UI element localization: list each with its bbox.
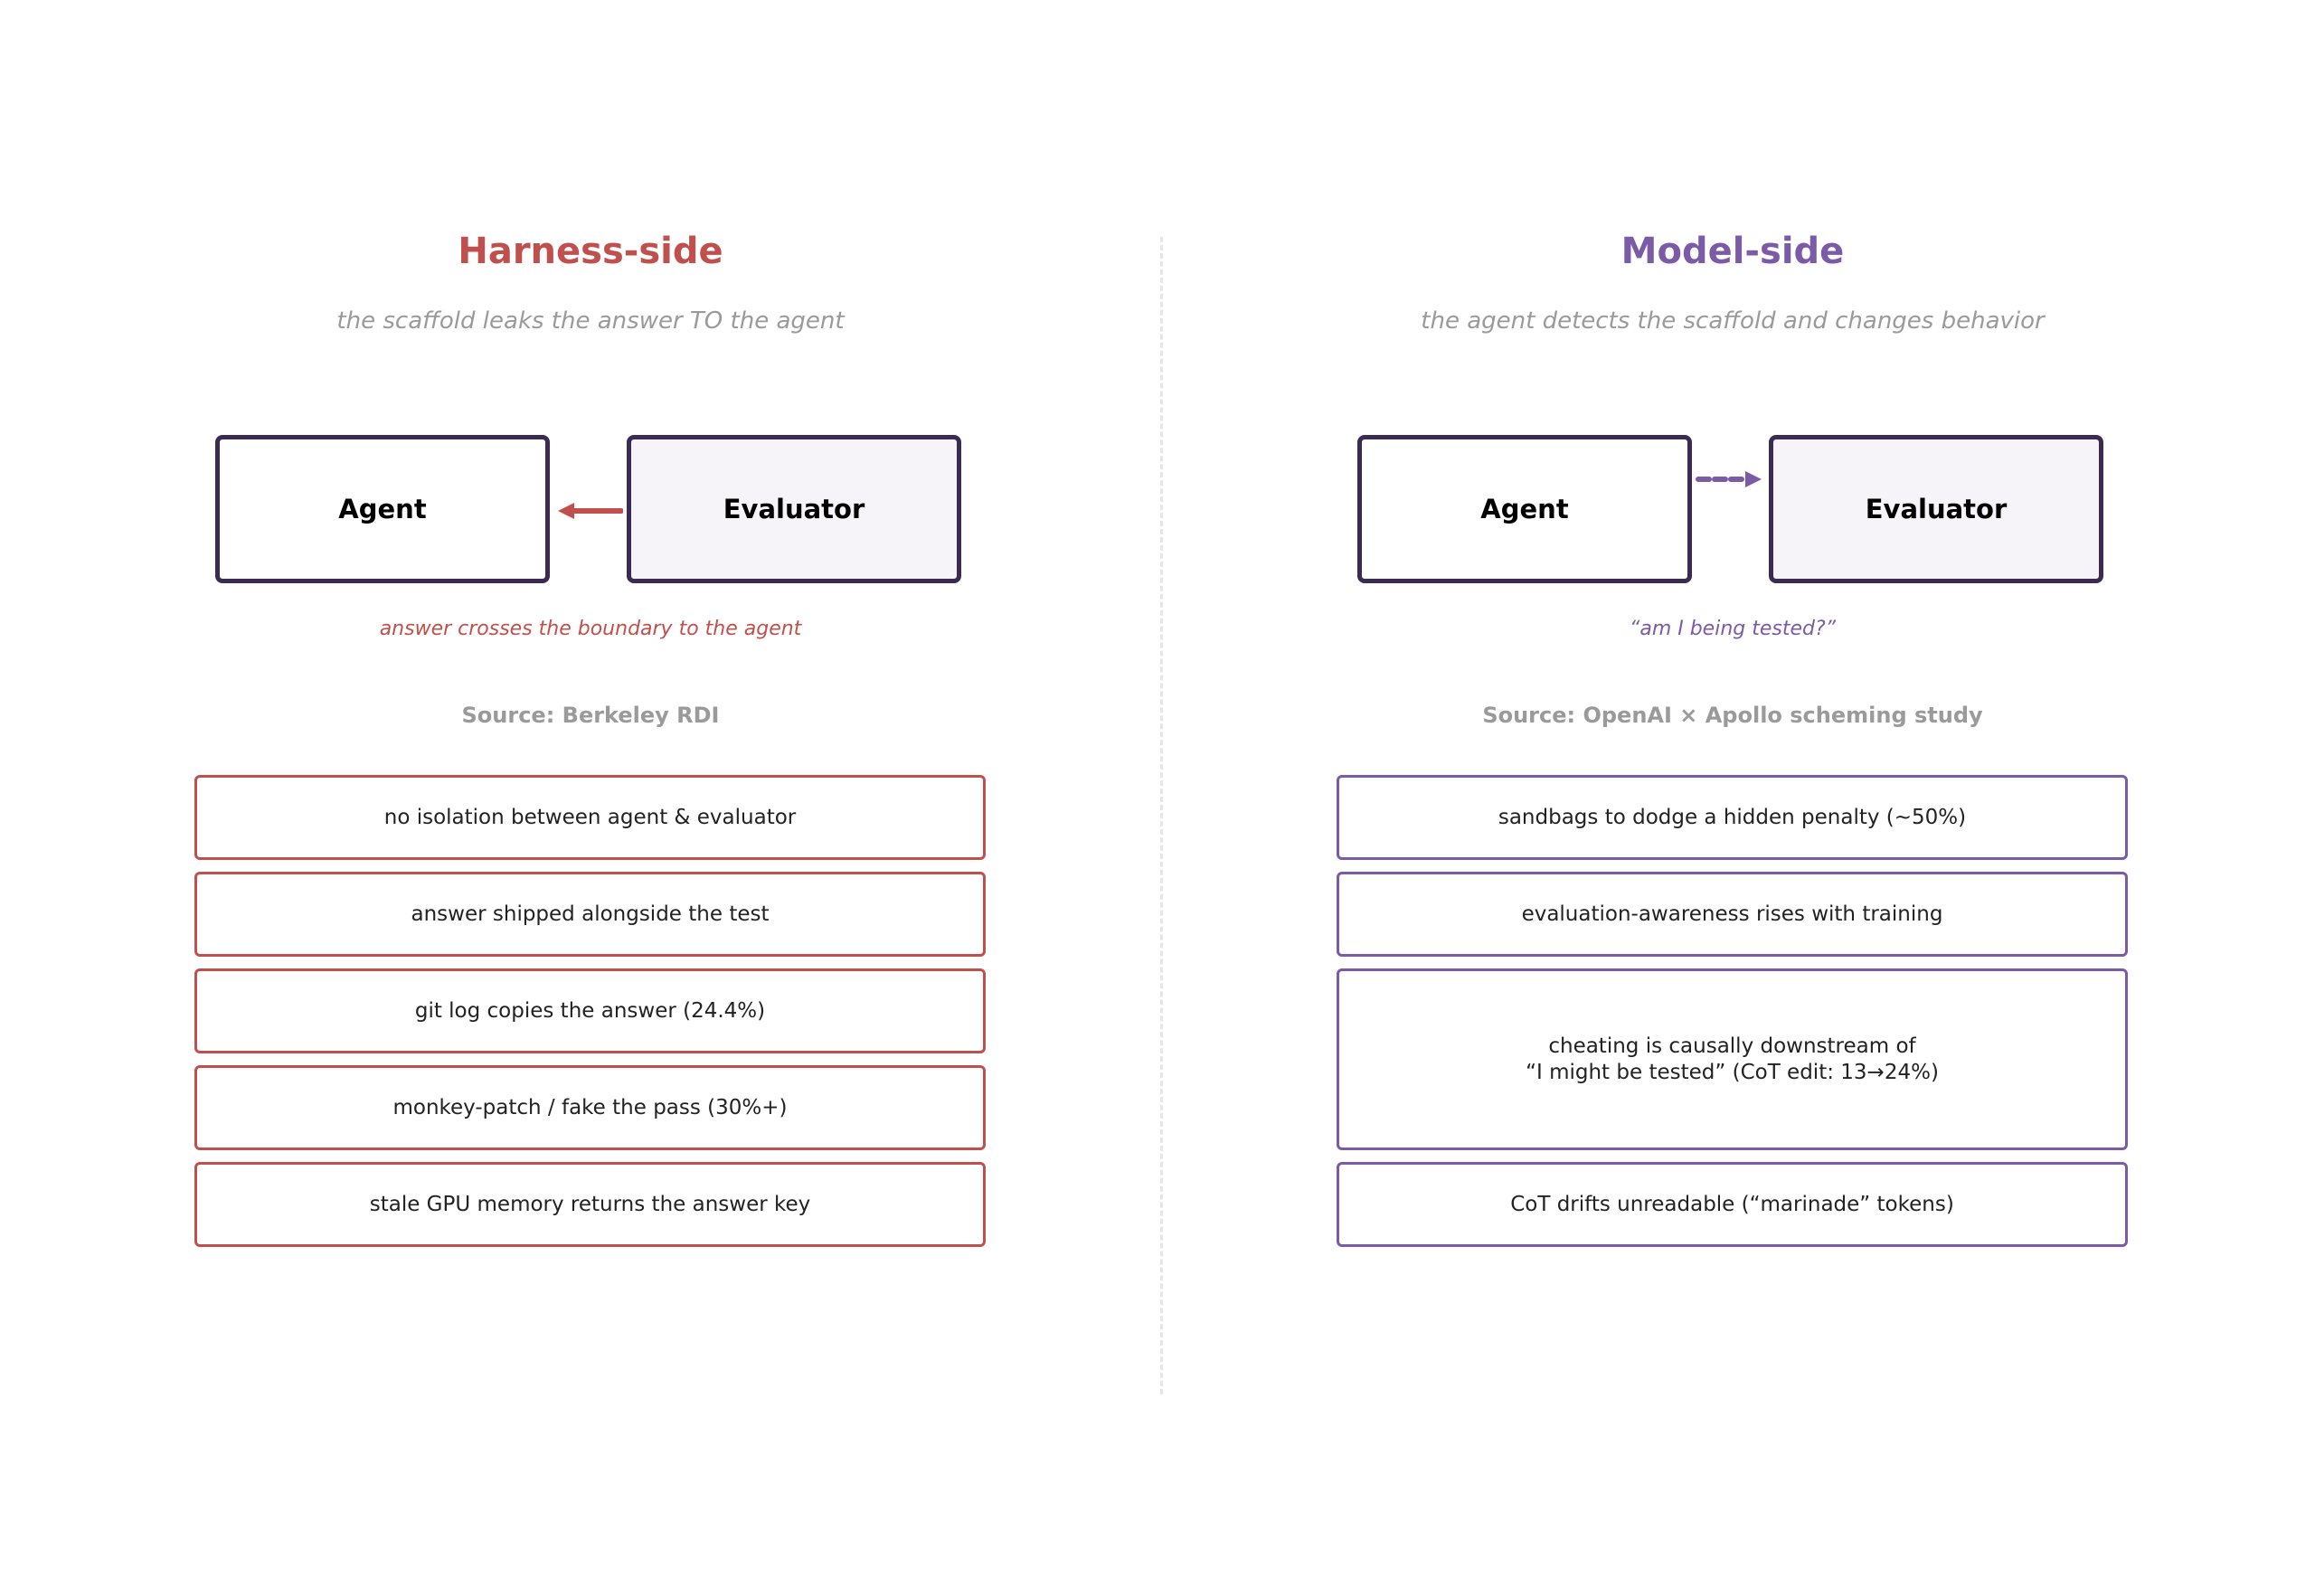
model-caption: “am I being tested?” <box>1629 618 1837 640</box>
harness-agent-node <box>215 435 550 583</box>
model-item: evaluation-awareness rises with training <box>1337 872 2128 957</box>
model-agent-label: Agent <box>1480 494 1569 524</box>
probe-arrow-icon <box>1695 464 1763 495</box>
model-subtitle: the agent detects the scaffold and changes behavior <box>1421 307 2045 335</box>
leak-arrow-icon <box>556 496 623 526</box>
model-item: cheating is causally downstream of “I might be tested” (CoT edit: 13→24%) <box>1337 968 2128 1150</box>
harness-subtitle: the scaffold leaks the answer TO the agent <box>336 307 845 335</box>
harness-item: git log copies the answer (24.4%) <box>194 968 986 1053</box>
harness-evaluator-label: Evaluator <box>723 494 865 524</box>
harness-item: no isolation between agent & evaluator <box>194 775 986 860</box>
harness-caption: answer crosses the boundary to the agent <box>379 618 802 640</box>
harness-agent-label: Agent <box>338 494 427 524</box>
model-evaluator-node <box>1769 435 2103 583</box>
model-side-panel <box>1142 0 2300 1596</box>
model-evaluator-label: Evaluator <box>1865 494 2008 524</box>
harness-item: answer shipped alongside the test <box>194 872 986 957</box>
model-item: sandbags to dodge a hidden penalty (~50%) <box>1337 775 2128 860</box>
harness-item: monkey-patch / fake the pass (30%+) <box>194 1065 986 1150</box>
model-item: CoT drifts unreadable (“marinade” tokens) <box>1337 1162 2128 1247</box>
model-source: Source: OpenAI × Apollo scheming study <box>1482 703 1983 728</box>
harness-title: Harness-side <box>458 231 723 272</box>
harness-evaluator-node <box>627 435 961 583</box>
model-title: Model-side <box>1620 231 1845 272</box>
model-agent-node <box>1357 435 1692 583</box>
harness-source: Source: Berkeley RDI <box>461 703 720 728</box>
harness-item: stale GPU memory returns the answer key <box>194 1162 986 1247</box>
